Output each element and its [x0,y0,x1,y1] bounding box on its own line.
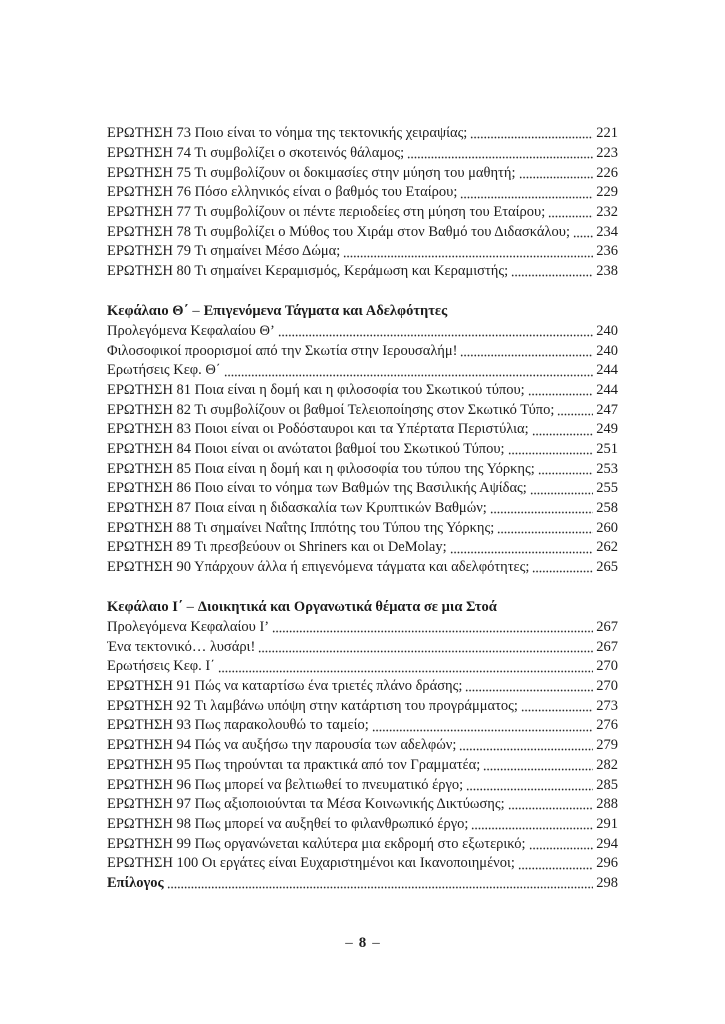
toc-entry-page: 247 [596,401,618,418]
toc-entry-title: Προλεγόμενα Κεφαλαίου Ι’ [107,619,270,635]
chapter-label: Κεφάλαιο Θ΄ [107,303,189,320]
toc-entry [107,203,618,223]
toc-entry [107,795,618,815]
toc-entry-title: ΕΡΩΤΗΣΗ 100 Οι εργάτες είναι Ευχαριστημένοι και Ικανοποιημένοι; [107,855,515,872]
toc-entry [107,242,618,262]
toc-entry-page: 267 [596,638,618,655]
toc-entry-title: Ένα τεκτονικό… λυσάρι! [107,638,256,655]
toc-entry-title: ΕΡΩΤΗΣΗ 98 Πως μπορεί να αυξηθεί το φιλανθρωπικό έργο; [107,815,469,832]
footer-dash-right: – [372,935,380,951]
dot-leader [465,677,593,697]
toc-entry-title: ΕΡΩΤΗΣΗ 77 Τι συμβολίζουν οι πέντε περιοδείες στη μύηση του Εταίρου; [107,203,546,220]
toc-entry-epilogue [107,874,618,894]
footer-dash-left: – [345,935,353,951]
dot-leader [557,401,593,421]
page-number: 8 [358,935,367,951]
toc-entry-title: ΕΡΩΤΗΣΗ 76 Πόσο ελληνικός είναι ο βαθμός του Εταίρου; [107,184,458,201]
dot-leader [218,657,593,677]
chapter-heading [107,598,618,618]
toc-entry-page: 244 [596,362,618,379]
epilogue-title: Επίλογος [107,874,164,891]
toc-entry-title: ΕΡΩΤΗΣΗ 92 Τι λαμβάνω υπόψη στην κατάρτιση του προγράμματος; [107,697,518,714]
toc-entry-title: ΕΡΩΤΗΣΗ 79 Τι σημαίνει Μέσο Δώμα; [107,243,341,260]
toc-entry-page: 285 [596,776,618,793]
toc-entry [107,322,618,342]
toc-entry-title: ΕΡΩΤΗΣΗ 78 Τι συμβολίζει ο Μύθος του Χιράμ στον Βαθμό του Διδασκάλου; [107,223,570,240]
toc-entry [107,677,618,697]
toc-entry-title: ΕΡΩΤΗΣΗ 88 Τι σημαίνει Ναΐτης Ιππότης του Τύπου της Υόρκης; [107,519,495,536]
toc-entry [107,479,618,499]
toc-entry-page: 234 [596,223,618,240]
toc-entry [107,657,618,677]
toc-entry-page: 238 [596,263,618,279]
toc-entry-title: ΕΡΩΤΗΣΗ 87 Ποια είναι η διδασκαλία των Κρυπτικών Βαθμών; [107,500,487,517]
toc-entry-page: 296 [596,855,618,872]
dot-leader [470,124,593,144]
toc-entry [107,183,618,203]
dot-leader [407,144,593,164]
toc-entry [107,499,618,519]
toc-entry-title: ΕΡΩΤΗΣΗ 83 Ποιοι είναι οι Ροδόσταυροι και τα Υπέρτατα Περιστύλια; [107,421,529,438]
toc-entry [107,835,618,855]
toc-entry-title: ΕΡΩΤΗΣΗ 86 Ποιο είναι το νόημα των Βαθμών της Βασιλικής Αψίδας; [107,480,527,497]
toc-entry-page: 270 [596,678,618,695]
toc-entry-title: Φιλοσοφικοί προορισμοί από την Σκωτία στην Ιερουσαλήμ! [107,342,458,359]
dot-leader [518,854,593,874]
page-footer [0,933,725,953]
toc-entry-page: 223 [596,144,618,161]
dot-leader [532,558,593,578]
dot-leader [508,795,594,815]
toc-entry-page: 255 [596,480,618,497]
toc-entry [107,460,618,480]
dot-leader [272,618,593,638]
toc-entry-page: 226 [596,164,618,181]
toc-entry-page: 240 [596,322,618,339]
dot-leader [460,183,593,203]
toc-entry [107,124,618,144]
toc-entry-page: 232 [596,203,618,220]
dot-leader [343,242,593,262]
dot-leader [508,440,594,460]
toc-entry-page: 279 [596,737,618,754]
table-of-contents [107,124,618,893]
dot-leader [573,223,593,243]
dot-leader [529,835,594,855]
toc-entry-title: ΕΡΩΤΗΣΗ 96 Πως μπορεί να βελτιωθεί το πνευματικό έργο; [107,776,464,793]
dot-leader [483,756,593,776]
toc-entry [107,716,618,736]
toc-entry-title: ΕΡΩΤΗΣΗ 74 Τι συμβολίζει ο σκοτεινός θάλαμος; [107,144,405,161]
dot-leader [372,716,593,736]
toc-entry-page: 229 [596,184,618,201]
toc-entry-title: Ερωτήσεις Κεφ. Ι΄ [107,658,216,675]
chapter-label: Κεφάλαιο Ι΄ [107,599,183,616]
dot-leader [258,638,593,658]
toc-entry [107,756,618,776]
dot-leader [532,420,594,440]
toc-entry-title: ΕΡΩΤΗΣΗ 82 Τι συμβολίζουν οι βαθμοί Τελειοποίησης στον Σκωτικό Τύπο; [107,401,555,418]
dot-leader [497,519,593,539]
toc-entry [107,697,618,717]
dot-leader [471,815,593,835]
dot-leader [167,874,594,894]
dot-leader [511,262,593,282]
toc-entry [107,361,618,381]
toc-entry-page: 270 [596,658,618,675]
toc-entry-page: 251 [596,441,618,457]
toc-entry-title: Ερωτήσεις Κεφ. Θ΄ [107,362,221,379]
toc-entry-title: ΕΡΩΤΗΣΗ 91 Πώς να καταρτίσω ένα τριετές πλάνο δράσης; [107,678,463,695]
toc-entry-title: ΕΡΩΤΗΣΗ 94 Πώς να αυξήσω την παρουσία των αδελφών; [107,737,457,754]
toc-entry-page: 288 [596,796,618,813]
dot-leader [224,361,594,381]
toc-entry-title: ΕΡΩΤΗΣΗ 89 Τι πρεσβεύουν οι Shriners και οι DeMolay; [107,539,447,556]
chapter-title: Επιγενόμενα Τάγματα και Αδελφότητες [203,303,448,320]
toc-entry [107,776,618,796]
toc-entry [107,342,618,362]
toc-entry [107,223,618,243]
toc-entry-page: 260 [596,519,618,536]
toc-entry-title: Προλεγόμενα Κεφαλαίου Θ’ [107,322,275,339]
toc-entry [107,144,618,164]
toc-entry [107,519,618,539]
dot-leader [466,776,593,796]
chapter-separator: – [192,303,200,320]
epilogue-page: 298 [596,874,618,891]
dot-leader [490,499,593,519]
dot-leader [519,164,594,184]
dot-leader [521,697,593,717]
toc-entry [107,440,618,460]
toc-entry-page: 249 [596,421,618,438]
toc-entry-page: 236 [596,243,618,260]
toc-entry-title: ΕΡΩΤΗΣΗ 75 Τι συμβολίζουν οι δοκιμασίες στην μύηση του μαθητή; [107,164,516,181]
toc-entry [107,638,618,658]
toc-entry-page: 258 [596,500,618,517]
toc-entry-title: ΕΡΩΤΗΣΗ 85 Ποια είναι η δομή και η φιλοσοφία του τύπου της Υόρκης; [107,460,535,477]
toc-entry-page: 273 [596,697,618,714]
dot-leader [538,460,593,480]
toc-entry-title: ΕΡΩΤΗΣΗ 97 Πως αξιοποιούνται τα Μέσα Κοινωνικής Δικτύωσης; [107,796,505,813]
toc-entry-page: 291 [596,815,618,832]
toc-entry [107,262,618,282]
toc-entry-title: ΕΡΩΤΗΣΗ 90 Υπάρχουν άλλα ή επιγενόμενα τάγματα και αδελφότητες; [107,559,530,576]
dot-leader [278,322,593,342]
dot-leader [528,381,594,401]
toc-entry-page: 240 [596,342,618,359]
toc-entry [107,538,618,558]
dot-leader [459,736,593,756]
toc-entry [107,736,618,756]
toc-entry-title: ΕΡΩΤΗΣΗ 99 Πως οργανώνεται καλύτερα μια εκδρομή στο εξωτερικό; [107,835,526,852]
chapter-heading [107,302,618,322]
toc-entry-page: 267 [596,619,618,635]
toc-entry-page: 253 [596,460,618,477]
toc-entry-page: 294 [596,835,618,852]
toc-entry-title: ΕΡΩΤΗΣΗ 84 Ποιοι είναι οι ανώτατοι βαθμοί του Σκωτικού Τύπου; [107,441,505,457]
toc-entry-title: ΕΡΩΤΗΣΗ 80 Τι σημαίνει Κεραμισμός, Κεράμωση και Κεραμιστής; [107,263,509,279]
dot-leader [530,479,593,499]
toc-entry [107,420,618,440]
toc-entry [107,401,618,421]
chapter-separator: – [186,599,194,616]
toc-entry-page: 282 [596,756,618,773]
toc-entry-page: 244 [596,381,618,398]
toc-entry [107,815,618,835]
chapter-title: Διοικητικά και Οργανωτικά θέματα σε μια Στοά [197,599,497,616]
toc-entry-page: 262 [596,539,618,556]
dot-leader [460,342,593,362]
toc-entry-page: 265 [596,559,618,576]
toc-entry [107,558,618,578]
toc-entry-title: ΕΡΩΤΗΣΗ 81 Ποια είναι η δομή και η φιλοσοφία του Σκωτικού τύπου; [107,381,525,398]
toc-entry-page: 221 [596,125,618,142]
dot-leader [450,538,594,558]
toc-entry [107,618,618,638]
dot-leader [548,203,593,223]
toc-entry-title: ΕΡΩΤΗΣΗ 93 Πως παρακολουθώ το ταμείο; [107,717,369,734]
toc-entry-page: 276 [596,717,618,734]
toc-entry-title: ΕΡΩΤΗΣΗ 73 Ποιο είναι το νόημα της τεκτονικής χειραψίας; [107,125,468,142]
toc-entry [107,164,618,184]
toc-entry-title: ΕΡΩΤΗΣΗ 95 Πως τηρούνται τα πρακτικά από τον Γραμματέα; [107,756,481,773]
toc-entry [107,854,618,874]
toc-entry [107,381,618,401]
